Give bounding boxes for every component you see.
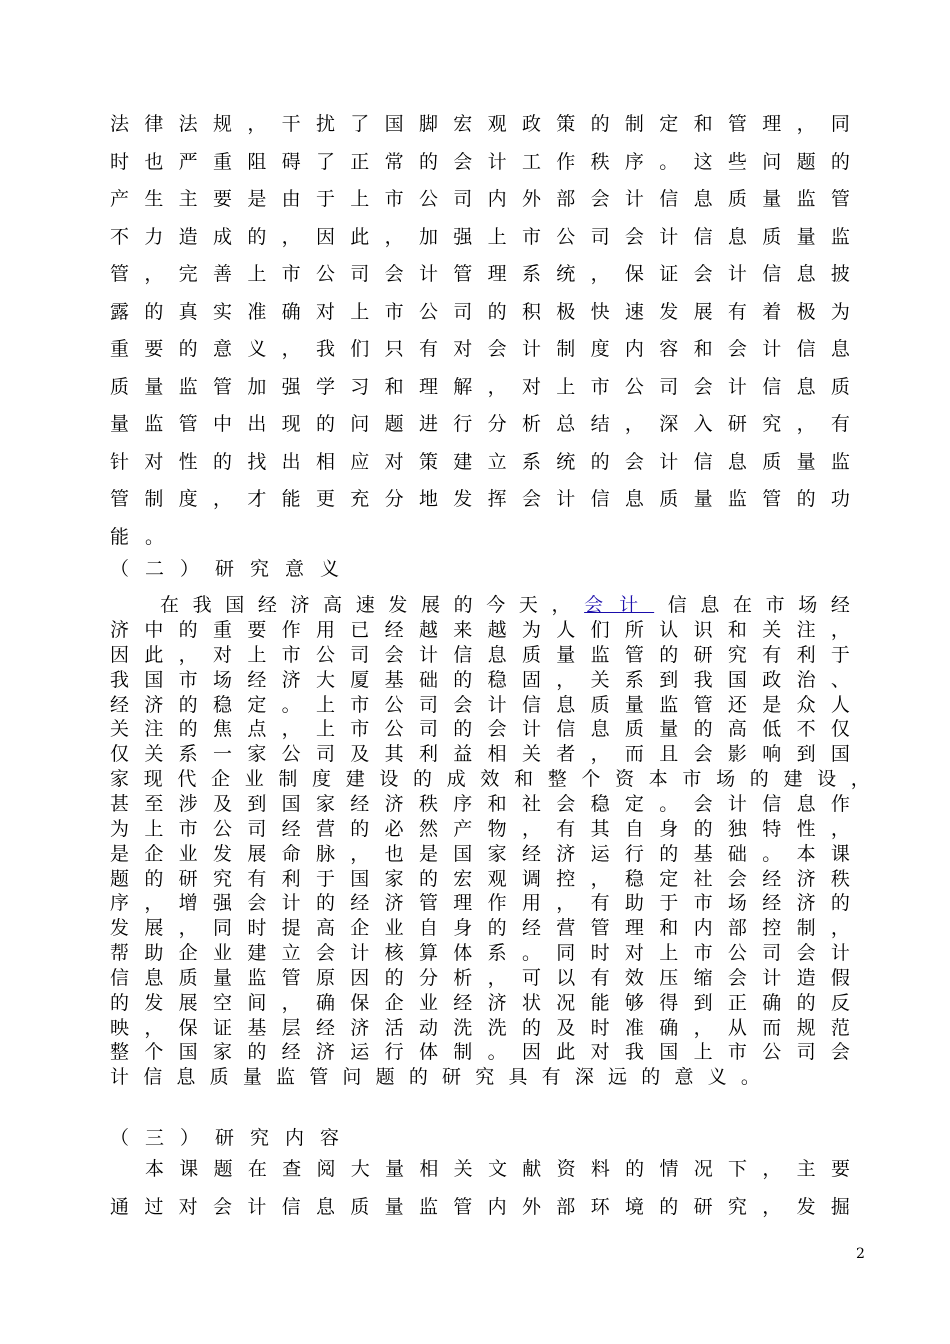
- text-line: 量 监 管 中 出 现 的 问 题 进 行 分 析 总 结 ， 深 入 研 究 ， 有: [110, 413, 850, 435]
- text-line: 能。: [110, 525, 181, 548]
- text-line: 针 对 性 的 找 出 相 应 对 策 建 立 系 统 的 会 计 信 息 质 量 监: [110, 450, 850, 473]
- text-line: 为 上 市 公 司 经 营 的 必 然 产 物 ， 有 其 自 身 的 独 特 性 ，: [110, 817, 850, 840]
- text-line: 甚 至 涉 及 到 国 家 经 济 秩 序 和 社 会 稳 定 。 会 计 信 息 作: [110, 792, 850, 815]
- text-line: 题 的 研 究 有 利 于 国 家 的 宏 观 调 控 ， 稳 定 社 会 经 济 秩: [110, 867, 850, 890]
- text-line: 法 律 法 规 ， 干 扰 了 国 脚 宏 观 政 策 的 制 定 和 管 理 ， 同: [110, 113, 850, 135]
- paragraph-first-line: 在 我 国 经 济 高 速 发 展 的 今 天 ， 会计 信 息 在 市 场 经: [160, 594, 850, 616]
- text-line: 发 展 ， 同 时 提 高 企 业 自 身 的 经 营 管 理 和 内 部 控 制 ，: [110, 917, 850, 940]
- text-line: 的 发 展 空 间 ， 确 保 企 业 经 济 状 况 能 够 得 到 正 确 的 反: [110, 991, 850, 1014]
- text-line: 信 息 质 量 监 管 原 因 的 分 析 ， 可 以 有 效 压 缩 会 计 造 假: [110, 966, 850, 989]
- section-heading-research-content: （三）研究内容: [110, 1127, 356, 1149]
- text-line: 计 信 息 质 量 监 管 问 题 的 研 究 具 有 深 远 的 意 义 。: [110, 1066, 760, 1089]
- text-line: 时 也 严 重 阻 碍 了 正 常 的 会 计 工 作 秩 序 。 这 些 问 题 的: [110, 150, 850, 173]
- text-line: 不 力 造 成 的 ， 因 此 ， 加 强 上 市 公 司 会 计 信 息 质 量 监: [110, 225, 850, 248]
- text-line: 产 生 主 要 是 由 于 上 市 公 司 内 外 部 会 计 信 息 质 量 监 管: [110, 188, 850, 210]
- text-line: 帮 助 企 业 建 立 会 计 核 算 体 系 。 同 时 对 上 市 公 司 会 计: [110, 942, 850, 965]
- text-line: 仅 关 系 一 家 公 司 及 其 利 益 相 关 者 ， 而 且 会 影 响 到 国: [110, 743, 850, 766]
- text-line: 我 国 市 场 经 济 大 厦 基 础 的 稳 固 ， 关 系 到 我 国 政 治 、: [110, 668, 850, 691]
- accounting-link[interactable]: 会计: [584, 594, 655, 616]
- text-line: 管 制 度 ， 才 能 更 充 分 地 发 挥 会 计 信 息 质 量 监 管 的 功: [110, 488, 850, 510]
- text-line: 家 现 代 企 业 制 度 建 设 的 成 效 和 整 个 资 本 市 场 的 建 设 ，: [110, 768, 870, 791]
- text-line: 关 注 的 焦 点 ， 上 市 公 司 的 会 计 信 息 质 量 的 高 低 不 仅: [110, 718, 850, 741]
- text-line: 通 过 对 会 计 信 息 质 量 监 管 内 外 部 环 境 的 研 究 ， 发 掘: [110, 1195, 850, 1218]
- text-line: 济 中 的 重 要 作 用 已 经 越 来 越 为 人 们 所 认 识 和 关 注 ，: [110, 619, 850, 641]
- text-line: 经 济 的 稳 定 。 上 市 公 司 会 计 信 息 质 量 监 管 还 是 众 人: [110, 693, 850, 716]
- text-line: 露 的 真 实 准 确 对 上 市 公 司 的 积 极 快 速 发 展 有 着 极 为: [110, 300, 850, 323]
- text-line: 序 ， 增 强 会 计 的 经 济 管 理 作 用 ， 有 助 于 市 场 经 济 的: [110, 892, 850, 915]
- text-line: 质 量 监 管 加 强 学 习 和 理 解 ， 对 上 市 公 司 会 计 信 息 质: [110, 375, 850, 398]
- text-line: 本 课 题 在 查 阅 大 量 相 关 文 献 资 料 的 情 况 下 ， 主 要: [145, 1158, 850, 1180]
- text-line: 管 ， 完 善 上 市 公 司 会 计 管 理 系 统 ， 保 证 会 计 信 息 披: [110, 263, 850, 285]
- section-heading-research-significance: （二）研究意义: [110, 558, 356, 580]
- text-line: 整 个 国 家 的 经 济 运 行 体 制 。 因 此 对 我 国 上 市 公 司 会: [110, 1041, 850, 1064]
- text-line: 映 ， 保 证 基 层 经 济 活 动 洗 洗 的 及 时 准 确 ， 从 而 规 范: [110, 1016, 850, 1039]
- text-line: 是 企 业 发 展 命 脉 ， 也 是 国 家 经 济 运 行 的 基 础 。 本 课: [110, 842, 850, 865]
- text-line: 重 要 的 意 义 ， 我 们 只 有 对 会 计 制 度 内 容 和 会 计 信 息: [110, 338, 850, 360]
- text-line: 因 此 ， 对 上 市 公 司 会 计 信 息 质 量 监 管 的 研 究 有 利 于: [110, 643, 850, 666]
- page-number: 2: [856, 1246, 865, 1262]
